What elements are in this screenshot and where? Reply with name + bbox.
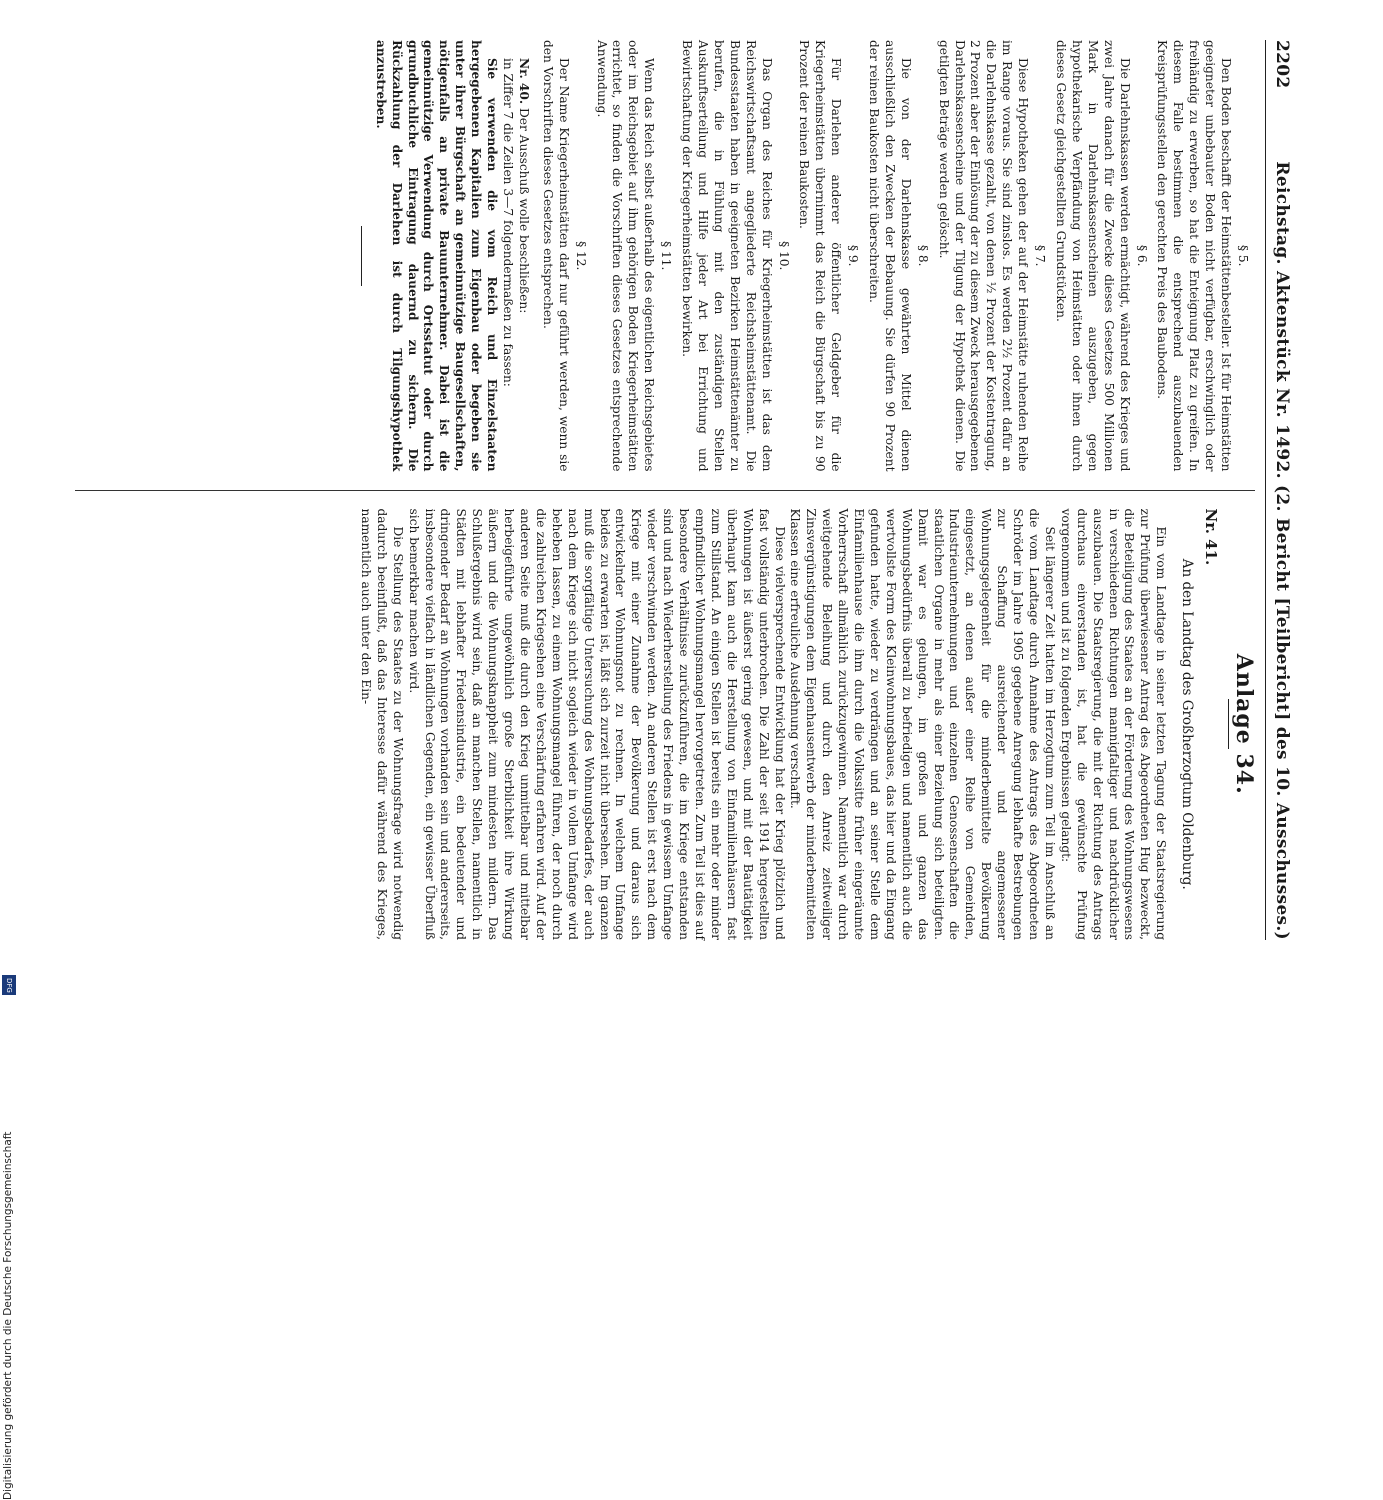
paragraph: Diese Hypotheken gehen der auf der Heimstätte ruhenden Reihe im Range voraus. Sie sind zinslos. Es werden 2½ Prozent dafür an die Darlehnskasse gezahlt, von denen ½ Prozent der Kostentragung, 2 Prozent aber der Einlösung der zu diesem Zweck herausgegebenen Darlehnskassenscheine und der Tilgung der Hypothek dienen. Die getilgten Beträge werden gelöscht. [936,40,1031,472]
motion-number: Nr. 40. [516,58,531,105]
address-line: An den Landtag des Großherzogtum Oldenburg. [1179,558,1196,890]
paragraph: Die Stellung des Staates zu der Wohnungsfrage wird notwendig dadurch beeinflußt, daß das Interesse dafür während des Krieges, namentlich auch unter den Ein- [358,508,405,940]
paragraph: Seit längerer Zeit hatten im Herzogtum zum Teil im Anschluß an die vom Landtage durch Annahme des Antrags des Abgeordneten Schröder im Jahre 1905 gegebene Anregung lebhafte Bestrebungen zur Schaffung ausreichender und angemessener Wohnungsgelegenheit für die minderbemittelte Bevölkerung eingesetzt, an denen außer einer Reihe von Gemeinden, Industrieunternehmungen und einzelnen Genossenschaften die staatlichen Organe in mehr als einer Beziehung sich beteiligten. Damit war es gelungen, im großen und ganzen das Wohnungsbedürfnis überall zu befriedigen und namentlich auch die wertvollste Form des Kleinwohnungsbaues, das hier und da Eingang gefunden hatte, wieder zu verdrängen und an seiner Stelle dem Einfamilienhause die ihm durch die Volkssitte früher eingeräumte Vorherrschaft allmählich zurückzugewinnen. Namentlich war durch weitgehende Beleihung und durch den Anreiz zeitweiliger Zinsvergünstigungen dem Eigenhausentwerb der minderbemittelten Klassen eine erfreuliche Ausdehnung verschafft. [788,508,1057,940]
section-heading: § 10. [776,241,791,271]
running-head-title: Reichstag. Aktenstück Nr. 1492. (2. Bericht [Teilbericht] des 10. Ausschusses.) [1272,161,1292,940]
motion-paragraph [515,40,531,472]
motion-text: Der Ausschuß wolle beschließen: [516,104,531,314]
section-heading: § 8. [915,244,930,267]
digitization-note: Digitalisierung gefördert durch die Deutsche Forschungsgemeinschaft [2,1131,14,1500]
dfg-logo: DFG [2,975,16,995]
section-heading: § 12. [573,241,588,271]
paragraph: Ein vom Landtage in seiner letzten Tagung der Staatsregierung zur Prüfung überwiesener Antrag des Abgeordneten Hug bezweckt, die Beteiligung des Staates an der Förderung des Wohnungswesens in verschiedenen Richtungen mannigfaltiger und nachdrücklicher auszubauen. Die Staatsregierung, die mit der Richtung des Antrags durchaus einverstanden ist, hat die gewünschte Prüfung vorgenommen und ist zu folgenden Ergebnissen gelangt: [1058,508,1169,940]
paragraph: Diese vielversprechende Entwicklung hat der Krieg plötzlich und fast vollständig unterbrochen. Die Zahl der seit 1914 hergestellten Wohnungen ist äußerst gering gewesen, und mit der Bautätigkeit überhaupt kam auch die Herstellung von Einfamilienhäusern fast zum Stillstand. An einigen Stellen ist bereits ein mehr oder minder empfindlicher Wohnungsmangel hervorgetreten. Zum Teil ist dies auf besondere Verhältnisse zurückzuführen, die im Kriege entstanden sind und nach Wiederherstellung des Friedens in gewissem Umfange wieder verschwinden werden. An anderen Stellen ist erst nach dem Kriege mit einer Zunahme der Bevölkerung und daraus sich entwickelnder Wohnungsnot zu rechnen. In welchem Umfange beides zu erwarten ist, läßt sich zurzeit nicht übersehen. Im ganzen muß die sorgfältige Untersuchung des Wohnungsbedarfes, der auch nach dem Kriege sich nicht sogleich wieder in vollem Umfange wird beheben lassen, zu einem Wohnungsmangel führen, der noch durch die zahlreichen Kriegsehen eine Verschärfung erfahren wird. Auf der anderen Seite muß die durch den Krieg unmittelbar und mittelbar herbeigeführte ungewöhnlich große Sterblichkeit ihre Wirkung äußern und die Wohnungsknappheit zum mindesten mildern. Das Schlußergebnis wird sein, daß an manchen Stellen, namentlich in Städten mit lebhafter Friedensindustrie, ein bedeutender und dringender Bedarf an Wohnungen vorhanden sein und andererseits, insbesondere vielfach in ländlichen Gegenden, ein gewisser Überfluß sich bemerkbar machen wird. [406,508,787,940]
right-column [75,490,1255,941]
document-number: Nr. 41. [1202,508,1221,566]
document-page [38,0,1298,1000]
section-heading: § 7. [1033,244,1048,267]
two-column-body [75,40,1255,940]
title-rule [1228,699,1229,749]
section-heading: § 11. [659,241,674,271]
section-heading: § 9. [846,244,861,267]
left-column [75,40,1255,490]
section-heading: § 5. [1236,244,1250,267]
paragraph: Der Name Kriegerheimstätten darf nur geführt werden, wenn sie den Vorschriften dieses Gesetzes entsprechen. [540,40,571,472]
annex-title: Anlage 34. [1231,653,1257,795]
paragraph: Das Organ des Reiches für Kriegerheimstätten ist das dem Reichswirtschaftsamt angegliederte Reichsheimstättenamt. Die Bundesstaaten haben in geeigneten Bezirken Heimstättenämter zu berufen, die in Fühlung mit den zuständigen Stellen Auskunftserteilung und Hilfe jeder Art bei Errichtung und Bewirtschaftung der Kriegerheimstätten bewirken. [680,40,774,472]
paragraph: Für Darlehen anderer öffentlicher Geldgeber für die Kriegerheimstätten übernimmt das Reich die Bürgschaft bis zu 90 Prozent der reinen Baukosten. [797,40,844,472]
paragraph: in Ziffer 7 die Zeilen 3—7 folgendermaßen zu fassen: [501,58,516,387]
paragraph: Die von der Darlehnskasse gewährten Mittel dienen ausschließlich den Zwecken der Bebauung. Sie dürfen 90 Prozent der reinen Baukosten nicht überschreiten. [867,40,913,472]
paragraph: Den Boden beschafft der Heimstättenbesteller. Ist für Heimstätten geeigneter unbebauter Boden nicht verfügbar, erschwinglich oder freihändig zu erwerben, so hat die Enteignung Platz zu greifen. In diesem Falle bestimmen die entsprechend auszubauenden Kreisprüfungsstellen den gerechten Preis des Baubodens. [1155,40,1234,472]
running-head [1265,40,1298,940]
closing-rule [361,226,362,286]
paragraph-bold: Sie verwenden die vom Reich und Einzelstaaten hergegebenen Kapitalien zum Eigenbau oder begeben sie unter ihrer Bürgschaft an gemeinnützige Baugesellschaften, nötigenfalls an private Bauunternehmer. Dabei ist die gemeinnützige Verwendung durch Ortsstatut oder durch grundbuchliche Eintragung dauernd zu sichern. Die Rückzahlung der Darlehen ist durch Tilgungshypothek anzustreben. [373,40,500,472]
paragraph: Die Darlehnskassen werden ermächtigt, während des Krieges und zwei Jahre danach für die Zwecke dieses Gesetzes 500 Millionen Mark in Darlehnskassenscheinen auszugeben, gegen hypothekarische Verpfändung von Heimstätten oder ihnen durch dieses Gesetz gleichgestellten Grundstücken. [1054,40,1132,472]
paragraph: Wenn das Reich selbst außerhalb des eigentlichen Reichsgebietes oder im Reichsgebiet auf ihm gehörigen Boden Kriegerheimstätten errichtet, so finden die Vorschriften dieses Gesetzes entsprechende Anwendung. [594,40,657,472]
section-heading: § 6. [1134,244,1149,267]
page-number: 2202 [1272,40,1292,89]
